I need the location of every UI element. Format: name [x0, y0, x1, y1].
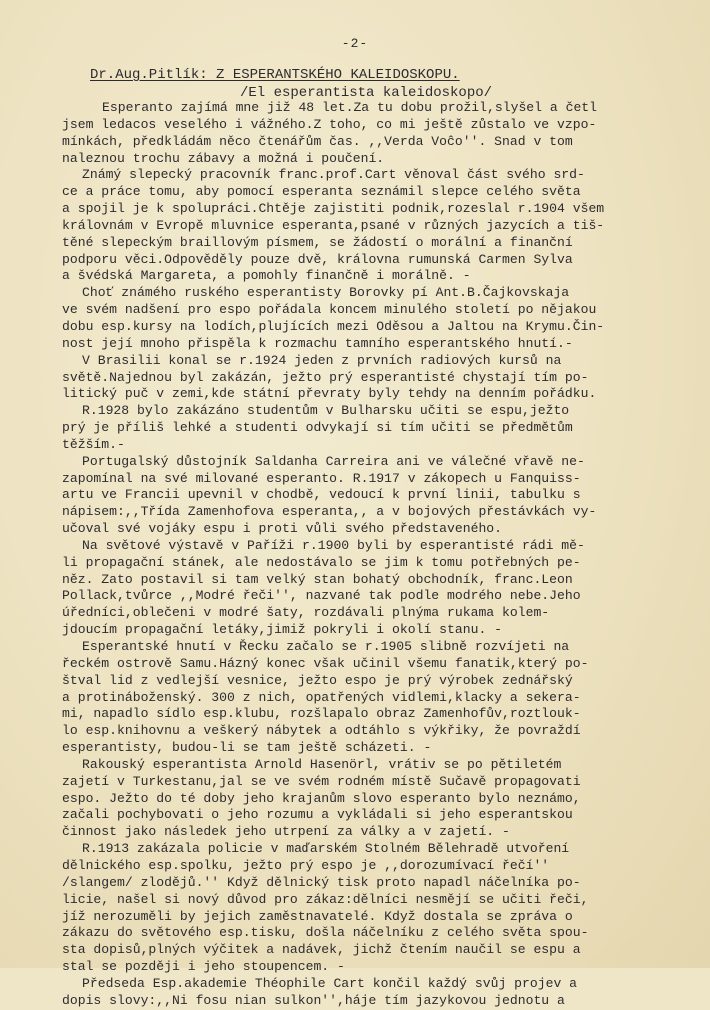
text-line: espo. Ježto do té doby jeho krajanům slovo esperanto bylo neznámo,: [62, 790, 581, 806]
text-line: Rakouský esperantista Arnold Hasenörl, vrátiv se po pětiletém: [82, 756, 562, 772]
text-line: ve svém nadšení pro espo pořádala koncem minulého století po nějakou: [62, 302, 597, 318]
text-line: naleznou trochu zábavy a možná i poučení.: [62, 150, 385, 166]
text-line: Portugalský důstojník Saldanha Carreira ani ve válečné vřavě ne-: [82, 453, 585, 469]
text-line: dělnického esp.spolku, ježto prý espo je ,,dorozumívací řečí'': [62, 857, 550, 873]
text-line: litický puč v zemi,kde státní převraty byly tehdy na denním pořádku.: [62, 386, 597, 402]
article-title: Dr.Aug.Pitlík: Z ESPERANTSKÉHO KALEIDOSKOPU.: [90, 67, 460, 83]
text-line: činnost jako následek jeho utrpení za války a v zajetí. -: [62, 824, 510, 840]
text-line: Předseda Esp.akademie Théophile Cart končil každý svůj projev a: [82, 975, 578, 991]
article-heading: [90, 66, 492, 102]
text-line: li propagační stánek, ale nedostávalo se jim k tomu potřebných pe-: [62, 554, 581, 570]
text-line: dobu esp.kursy na lodích,plujících mezi Oděsou a Jaltou na Krymu.Čin-: [62, 318, 605, 334]
text-line: královnám v Evropě mluvnice esperanta,psané v různých jazycích a tiš-: [62, 217, 605, 233]
text-line: těné slepeckým braillovým písmem, se žádostí o morální a finanční: [62, 234, 573, 250]
text-line: a švédská Margareta, a pomohly finančně i morálně. -: [62, 268, 471, 284]
text-line: podporu věci.Odpověděly pouze dvě, královna rumunská Carmen Sylva: [62, 251, 573, 267]
text-line: začali pochybovati o jeho rozumu a vykládali si jeho esperantskou: [62, 807, 573, 823]
text-line: úředníci,oblečeni v modré šaty, rozdávali plnýma rukama kolem-: [62, 605, 550, 621]
text-line: něz. Zato postavil si tam velký stan bohatý obchodník, franc.Leon: [62, 571, 573, 587]
text-line: lo esp.knihovnu a veškerý nábytek a odtáhlo s výkřiky, že povraždí: [62, 723, 581, 739]
text-line: prý je příliš lehké a studenti odvykají si tím učiti se předmětům: [62, 420, 573, 436]
text-line: těžším.-: [62, 436, 125, 452]
text-line: řeckém ostrově Samu.Házný konec však učinil všemu fanatik,který po-: [62, 655, 589, 671]
text-line: sta dopisů,plných výčitek a nadávek, jichž čtením naučil se espu a: [62, 942, 581, 958]
page-number: -2-: [341, 36, 369, 51]
text-line: Choť známého ruského esperantisty Borovky pí Ant.B.Čajkovskaja: [82, 285, 570, 301]
text-line: Esperantské hnutí v Řecku začalo se r.1905 slibně rozvíjeti na: [82, 639, 570, 654]
text-line: artu ve Francii upevnil v chodbě, vedoucí k první linii, tabulku s: [62, 487, 581, 503]
text-line: mi, napadlo sídlo esp.klubu, rozšlapalo obraz Zamenhofův,roztlouk-: [62, 706, 581, 722]
text-line: stal se později i jeho stoupencem. -: [62, 959, 345, 975]
text-line: /slangem/ zlodějů.'' Když dělnický tisk proto napadl náčelníka po-: [62, 874, 581, 890]
text-line: zákazu do světového esp.tisku, došla náčelníku z celého světa spou-: [62, 925, 589, 941]
text-line: licie, našel si nový důvod pro zákaz:dělníci nesmějí se učiti řeči,: [62, 891, 589, 907]
text-line: nápisem:,,Třída Zamenhofova esperanta,, a v bojových přestávkách vy-: [62, 504, 597, 520]
text-line: R.1913 zakázala policie v maďarském Stolném Bělehradě utvoření: [82, 841, 570, 857]
text-line: Pollack,tvůrce ,,Modré řeči'', nazvané tak podle modrého nebe.Jeho: [62, 588, 581, 604]
text-line: štval lid z vedlejší vesnice, ježto espo je prý výrobek zednářský: [62, 672, 573, 688]
text-line: jsem ledacos veselého i vážného.Z toho, co mi ještě zůstalo ve vzpo-: [62, 116, 597, 132]
text-line: Známý slepecký pracovník franc.prof.Cart věnoval část svého srd-: [82, 167, 585, 183]
text-line: nost její mnoho přispěla k rozmachu tamního esperantského hnutí.-: [62, 335, 573, 351]
text-line: jdoucím propagační letáky,jimiž pokryli i okolí stanu. -: [62, 622, 503, 638]
text-line: učoval své vojáky espu i proti vůli svého představeného.: [62, 521, 503, 537]
text-line: ce a práce tomu, aby pomocí esperanta seznámil slepce celého světa: [62, 184, 581, 200]
text-line: jíž nerozuměli by jejich zaměstnavatelé. Když dostala se zpráva o: [62, 908, 573, 924]
text-line: zapomínal na své milované esperanto. R.1917 v zákopech u Fanquiss-: [62, 470, 581, 486]
text-line: a spojil je k spolupráci.Chtěje zajistiti podnik,rozeslal r.1904 všem: [62, 201, 605, 217]
text-line: a protináboženský. 300 z nich, opatřených vidlemi,klacky a sekera-: [62, 689, 581, 705]
text-line: R.1928 bylo zakázáno studentům v Bulharsku učiti se espu,ježto: [82, 403, 570, 419]
text-line: Esperanto zajímá mne již 48 let.Za tu dobu prožil,slyšel a četl: [102, 100, 598, 115]
text-line: esperantisty, budou-li se tam ještě scházeti. -: [62, 740, 432, 756]
text-line: zajetí v Turkestanu,jal se ve svém rodném místě Sučavě propagovati: [62, 773, 581, 789]
text-line: světě.Najednou byl zakázán, ježto prý esperantisté chystají tím po-: [62, 369, 589, 385]
text-line: mínkách, předkládám něco čtenářům čas. ,,Verda Voĉo''. Snad v tom: [62, 133, 573, 149]
article-subtitle: /El esperantista kaleidoskopo/: [240, 85, 493, 101]
text-line: V Brasilii konal se r.1924 jeden z prvních radiových kursů na: [82, 352, 562, 368]
text-line: Na světové výstavě v Paříži r.1900 byli by esperantisté rádi mě-: [82, 537, 585, 553]
article-body: [62, 100, 682, 1010]
text-line: dopis slovy:,,Ni fosu nian sulkon'',háje tím jazykovou jednotu a: [62, 992, 565, 1008]
